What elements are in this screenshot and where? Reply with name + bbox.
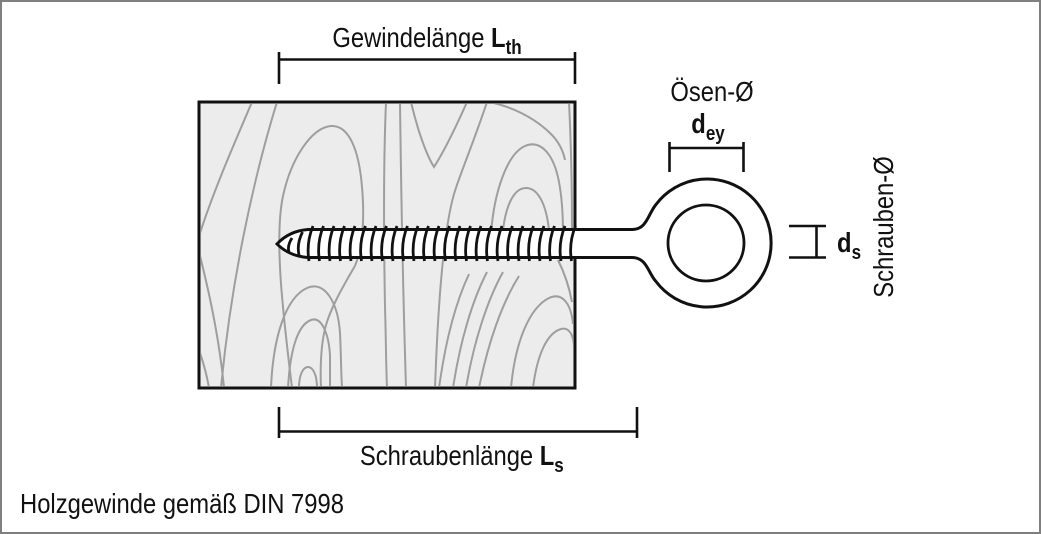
dim-screw-length	[279, 407, 637, 476]
dim-thread-length	[279, 21, 575, 84]
eye-screw-diagram-canvas	[2, 2, 1041, 534]
eye-inner-circle	[668, 205, 744, 281]
label-screw-diameter-title: Schrauben-Ø	[867, 156, 900, 298]
dimension-tick	[279, 407, 637, 438]
caption-din-standard: Holzgewinde gemäß DIN 7998	[20, 487, 344, 520]
dimension-tick	[279, 52, 575, 84]
dimension-extension-line	[789, 226, 826, 258]
label-screw-diameter-symbol: $d_s$	[837, 226, 862, 264]
dim-eye-diameter	[670, 75, 754, 172]
label-eye-diameter-symbol: $d_{ey}$	[691, 107, 725, 145]
label-eye-diameter-title: Ösen-Ø	[670, 75, 754, 108]
label-screw-length: Schraubenlänge $L_s$	[359, 439, 564, 477]
dim-screw-diameter	[789, 156, 899, 297]
label-thread-length: Gewindelänge $L_{th}$	[332, 21, 522, 59]
dimension-tick	[670, 142, 744, 172]
